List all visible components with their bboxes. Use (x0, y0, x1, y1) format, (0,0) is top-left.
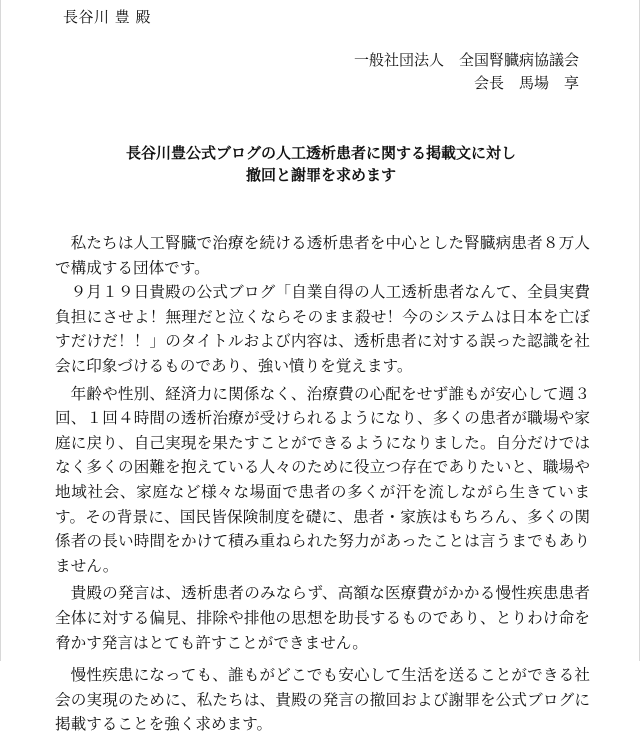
addressee: 長谷川 豊 殿 (63, 8, 152, 26)
title-line-2: 撤回と謝罪を求めます (245, 166, 396, 184)
sender-organization: 一般社団法人 全国腎臓病協議会 (353, 51, 579, 69)
paragraph-background: 年齢や性別、経済力に関係なく、治療費の心配をせず誰もが安心して週３回、１回４時間の透析治療が受けられるようになり、多くの患者が職場や家庭に戻り、自己実現を果たすことができるようになりました。自分だけではなく多くの困難を抱えている人々のために役立つ存在でありたいと、職場や地域社会、家庭など様々な場面で患者の多くが汗を流しながら生きています。その背景に、国民皆保険制度を礎に、患者・家族はもちろん、多くの関係者の長い時間をかけて積み重ねられた努力があったことは言うまでもありません。 (55, 384, 590, 575)
paragraph-blog-quote: ９月１９日貴殿の公式ブログ「自業自得の人工透析患者なんて、全員実費負担にさせよ！無理だと泣くならそのまま殺せ！今のシステムは日本を亡ぼすだけだ！！」のタイトルおよび内容は、透析患者に対する誤った認識を社会に印象づけるものであり、強い憤りを覚えます。 (55, 283, 590, 375)
paragraph-introduction: 私たちは人工腎臓で治療を続ける透析患者を中心とした腎臓病患者８万人で構成する団体です。 (55, 234, 590, 277)
sender-block (354, 49, 579, 95)
title-line-1: 長谷川豊公式ブログの人工透析患者に関する掲載文に対し (125, 144, 516, 162)
paragraph-statement: 貴殿の発言は、透析患者のみならず、高額な医療費がかかる慢性疾患患者全体に対する偏見、排除や排他の思想を助長するものであり、とりわけ命を脅かす発言はとても許すことができません。 (55, 584, 590, 652)
paragraph-demand: 慢性疾患になっても、誰もがどこでも安心して生活を送ることができる社会の実現のために、私たちは、貴殿の発言の撤回および謝罪を公式ブログに掲載することを強く求めます。 (55, 666, 590, 734)
sender-representative: 会長 馬場 享 (473, 74, 579, 92)
letter-title (1, 142, 640, 186)
